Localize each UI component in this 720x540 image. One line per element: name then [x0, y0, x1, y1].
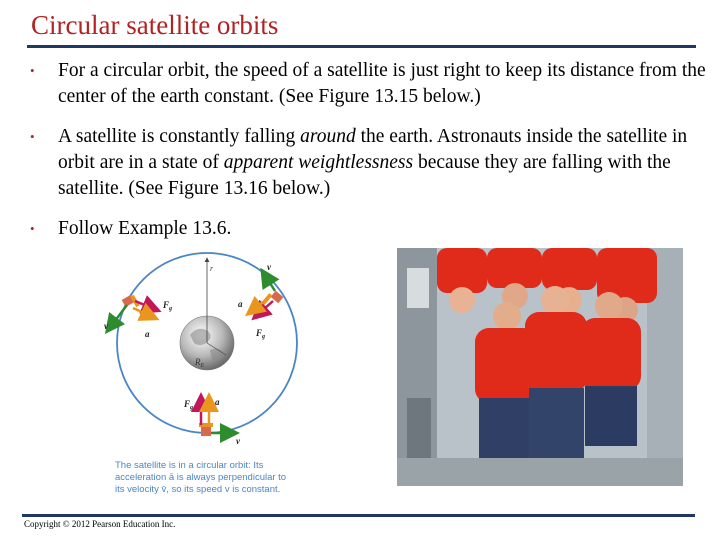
footer-divider [22, 514, 695, 517]
acceleration-label: a [145, 329, 150, 339]
radius-label: r [210, 264, 214, 273]
caption-line: acceleration ā is always perpendicular to [115, 472, 287, 483]
bullet-text: Follow Example 13.6. [58, 218, 232, 239]
force-label: $F_g$ [256, 328, 266, 340]
velocity-arrow [108, 305, 127, 330]
bullet-text: because they are falling with the satellite. (See Figure 13.16 below.) [58, 152, 671, 199]
earth-radius-label: $R_E$ [195, 357, 205, 369]
bullet-item [30, 124, 720, 202]
force-label: $F_g$ [163, 300, 173, 312]
astronaut-photo [397, 248, 683, 486]
astronaut-photo-art [397, 248, 683, 486]
bullet-marker: • [30, 221, 35, 236]
bullet-list [30, 58, 720, 256]
force-label: $F_g$ [184, 399, 194, 411]
copyright-notice: Copyright © 2012 Pearson Education Inc. [24, 519, 176, 529]
bullet-emphasis: around [300, 126, 356, 147]
caption-line: its velocity v̄, so its speed v is constant. [115, 484, 281, 495]
bullet-text: the earth. Astronauts inside the satellite in orbit are in a state of [58, 126, 688, 173]
velocity-label: v [104, 321, 108, 331]
bullet-text: For a circular orbit, the speed of a satellite is just right to keep its distance from the center of the earth constant. (See Figure 13.15 below.) [58, 60, 706, 107]
figure-caption [115, 460, 300, 496]
velocity-label: v [236, 436, 240, 446]
bullet-emphasis: apparent weightlessness [223, 152, 414, 173]
bullet-item [30, 58, 720, 110]
acceleration-arrow [133, 308, 155, 318]
bullet-marker: • [30, 129, 35, 144]
bullet-text: A satellite is constantly falling [58, 126, 301, 147]
acceleration-label: a [238, 299, 243, 309]
caption-line: The satellite is in a circular orbit: Its [115, 460, 264, 471]
acceleration-arrow [249, 299, 267, 313]
title-divider [27, 45, 696, 48]
velocity-label: v [267, 262, 271, 272]
bullet-item [30, 216, 720, 242]
acceleration-label: a [215, 397, 220, 407]
bullet-marker: • [30, 63, 35, 78]
slide-title: Circular satellite orbits [31, 10, 279, 40]
